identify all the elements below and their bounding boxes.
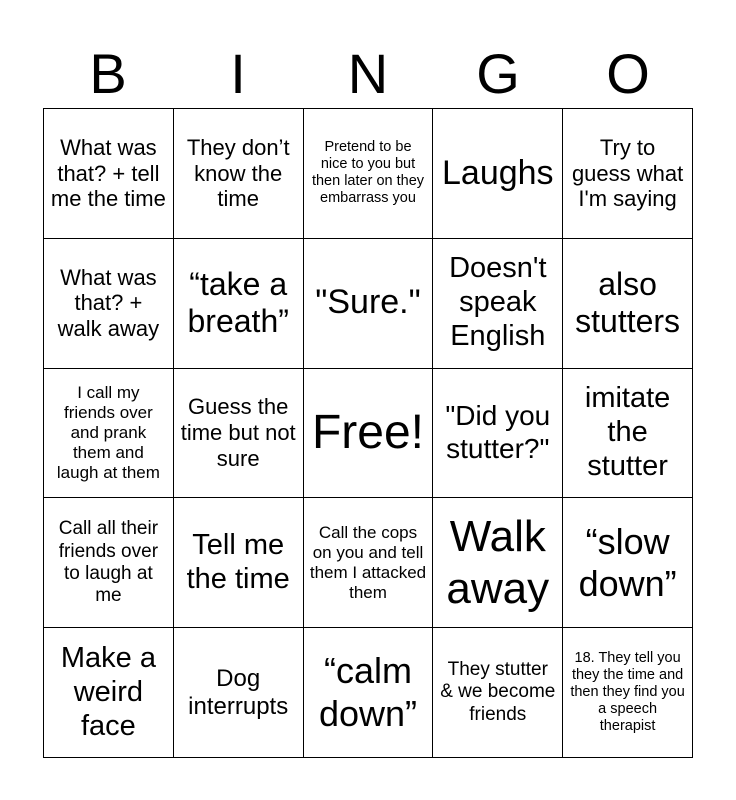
board-row — [44, 109, 693, 239]
bingo-cell[interactable]: Make a weird face — [44, 628, 174, 758]
bingo-cell[interactable]: Free! — [303, 368, 433, 498]
bingo-cell[interactable]: also stutters — [563, 238, 693, 368]
bingo-cell[interactable]: Call the cops on you and tell them I attacked them — [303, 498, 433, 628]
board-row — [44, 498, 693, 628]
bingo-cell[interactable]: Guess the time but not sure — [173, 368, 303, 498]
header-letter-g: G — [476, 42, 520, 105]
bingo-cell[interactable]: I call my friends over and prank them and laugh at them — [44, 368, 174, 498]
bingo-cell[interactable]: Tell me the time — [173, 498, 303, 628]
bingo-cell[interactable]: 18. They tell you they the time and then they find you a speech therapist — [563, 628, 693, 758]
bingo-cell[interactable]: Pretend to be nice to you but then later on they embarrass you — [303, 109, 433, 239]
bingo-cell[interactable]: Dog interrupts — [173, 628, 303, 758]
header-letter-b: B — [89, 42, 127, 105]
board-row — [44, 368, 693, 498]
bingo-cell[interactable]: "Sure." — [303, 238, 433, 368]
bingo-cell[interactable]: “take a breath” — [173, 238, 303, 368]
bingo-cell[interactable]: What was that? + tell me the time — [44, 109, 174, 239]
bingo-board — [43, 108, 693, 758]
bingo-cell[interactable]: Doesn't speak English — [433, 238, 563, 368]
bingo-cell[interactable]: They don’t know the time — [173, 109, 303, 239]
bingo-cell[interactable]: What was that? + walk away — [44, 238, 174, 368]
bingo-cell[interactable]: "Did you stutter?" — [433, 368, 563, 498]
bingo-cell[interactable]: Walk away — [433, 498, 563, 628]
bingo-cell[interactable]: Call all their friends over to laugh at me — [44, 498, 174, 628]
bingo-cell[interactable]: Try to guess what I'm saying — [563, 109, 693, 239]
bingo-cell[interactable]: Laughs — [433, 109, 563, 239]
header-letter-o: O — [606, 42, 650, 105]
header-letter-i: I — [230, 42, 246, 105]
header-letter-n: N — [347, 42, 389, 105]
bingo-cell[interactable]: imitate the stutter — [563, 368, 693, 498]
bingo-cell[interactable]: “slow down” — [563, 498, 693, 628]
bingo-cell[interactable]: “calm down” — [303, 628, 433, 758]
board-row — [44, 238, 693, 368]
bingo-cell[interactable]: They stutter & we become friends — [433, 628, 563, 758]
bingo-header — [43, 40, 693, 108]
board-row — [44, 628, 693, 758]
